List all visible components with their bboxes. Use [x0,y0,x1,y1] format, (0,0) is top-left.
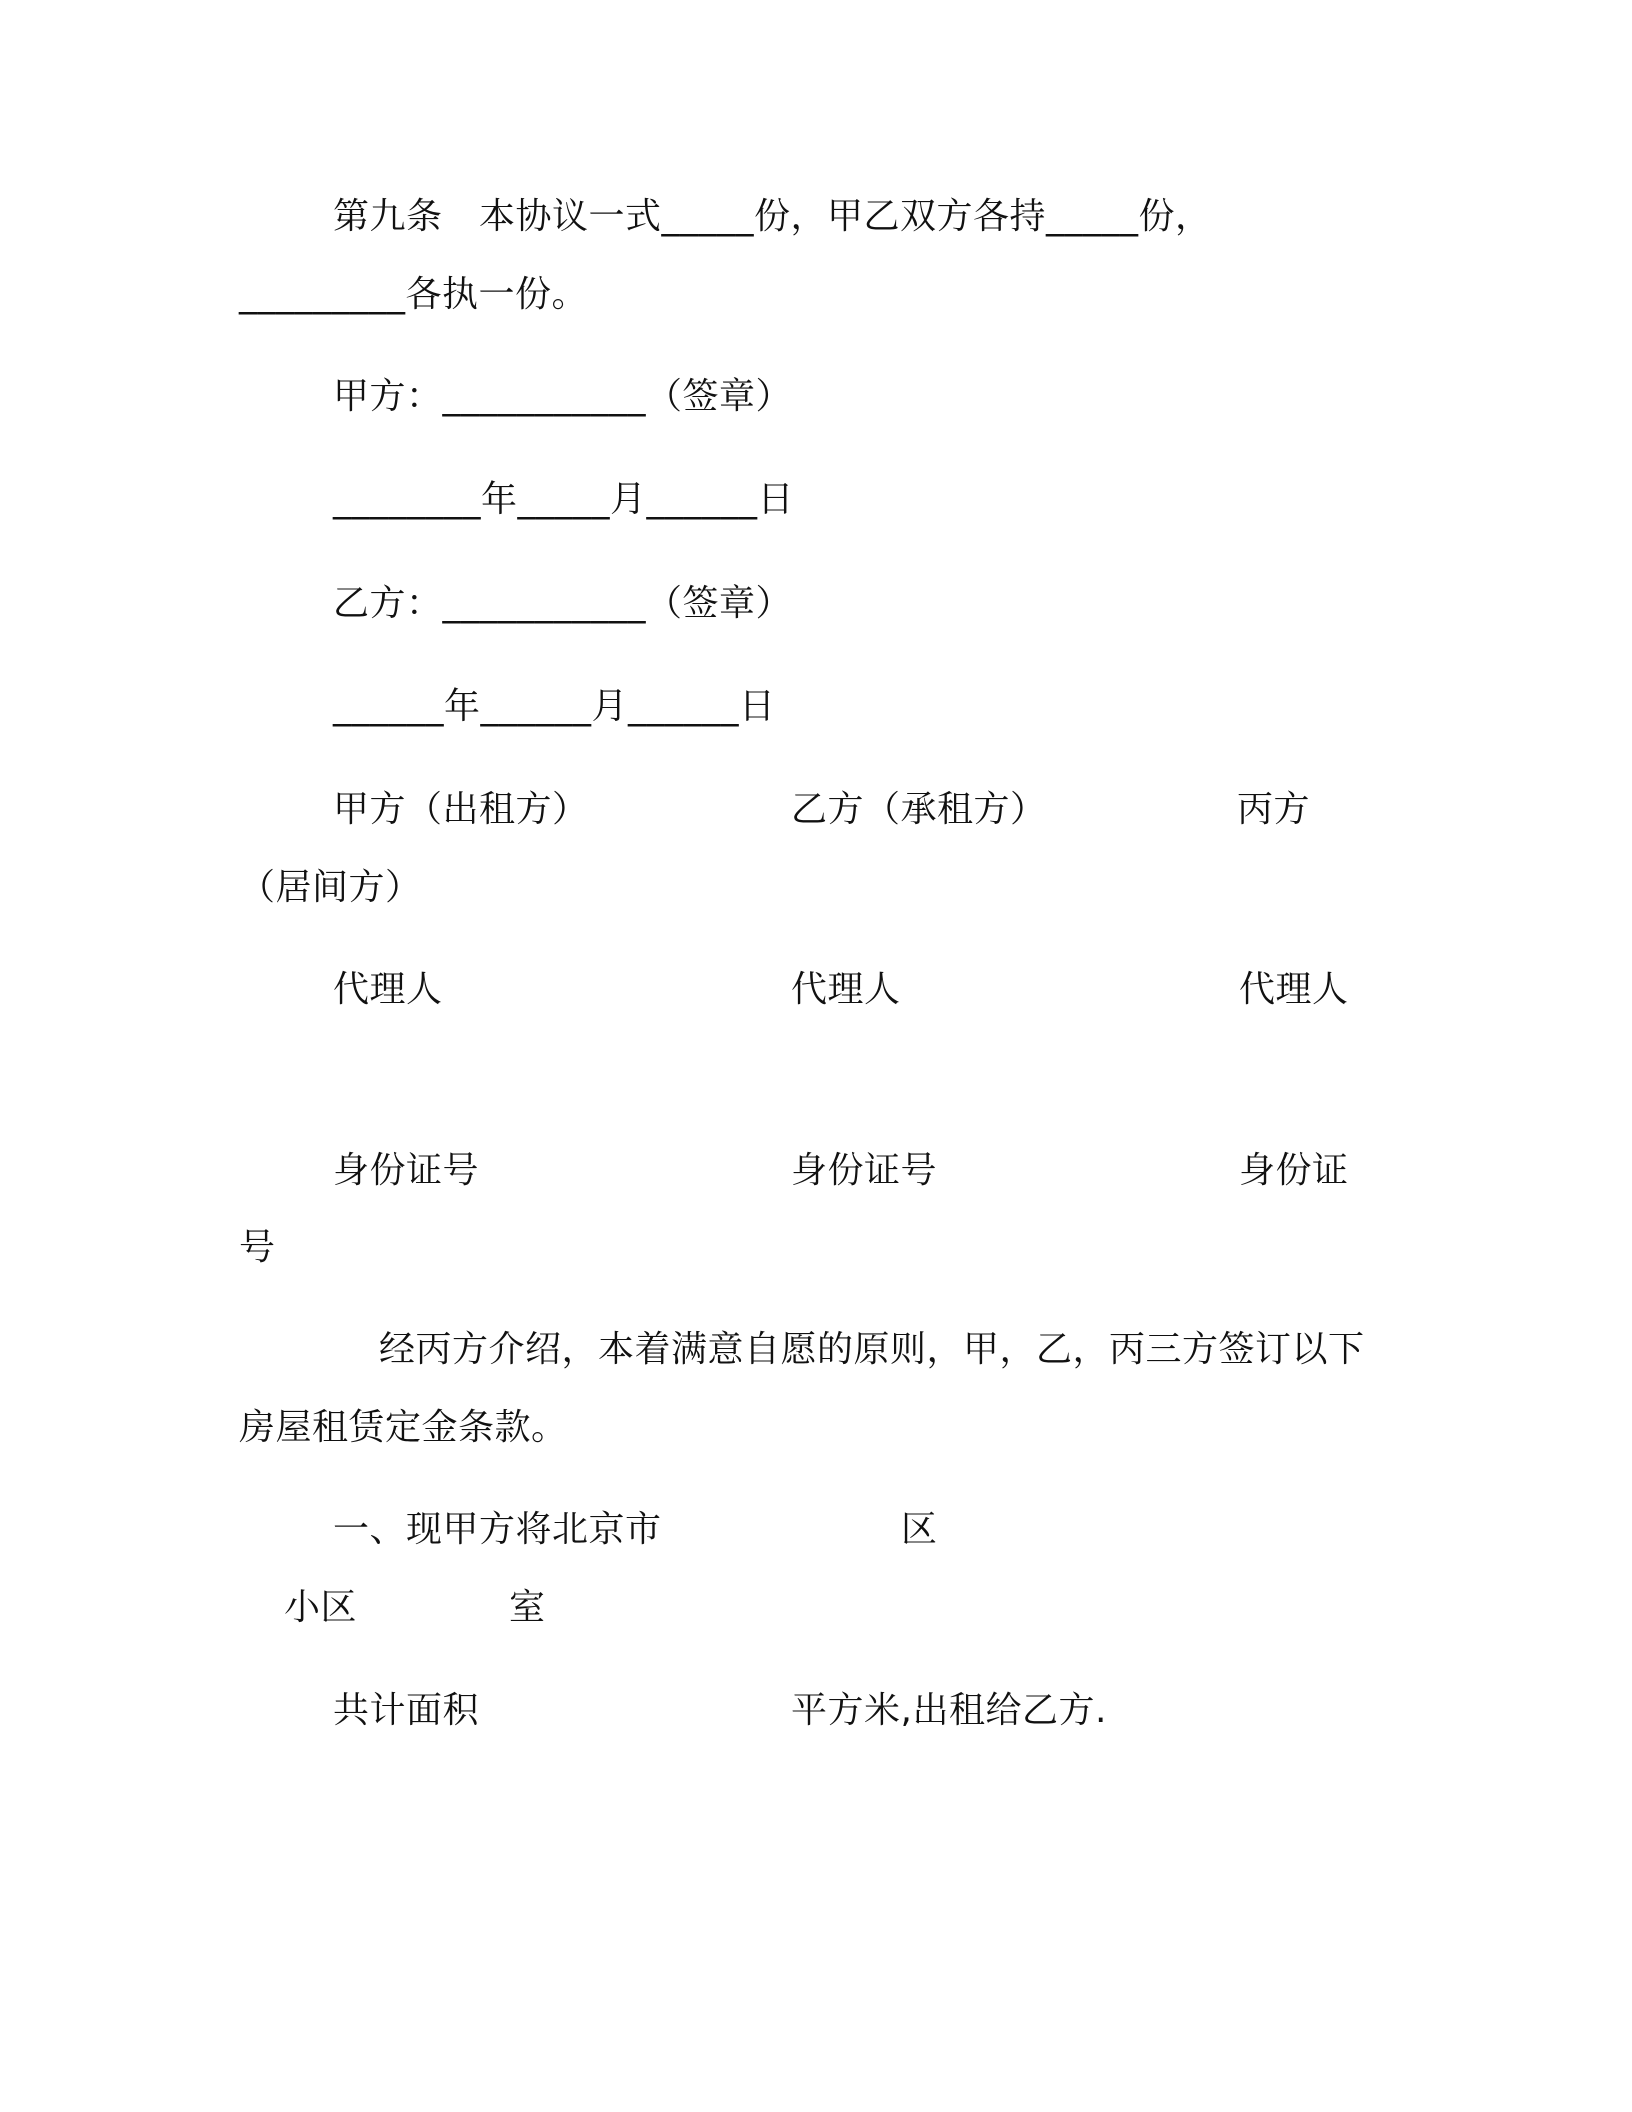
party-c-label: 丙方 [1237,789,1311,830]
clause1-community: 小区 [284,1587,358,1628]
area-suffix: 平方米,出租给乙方. [791,1690,1107,1731]
party-a-signature: 甲方：___________（签章） [333,376,793,417]
clause1-room: 室 [509,1587,546,1628]
article9-line2: _________各执一份。 [239,274,589,315]
party-c-broker-label: （居间方） [239,867,422,908]
party-b-signature: 乙方：___________（签章） [333,583,793,624]
party-c-agent-label: 代理人 [1239,969,1349,1010]
party-c-id-label: 身份证 [1239,1150,1349,1191]
party-a-agent-label: 代理人 [333,969,443,1010]
intro-paragraph-line2: 房屋租赁定金条款。 [239,1407,568,1448]
area-label: 共计面积 [333,1690,480,1731]
article9-line1: 第九条 本协议一式_____份，甲乙双方各持_____份， [333,196,1212,237]
party-a-id-label: 身份证号 [333,1150,480,1191]
clause1-city: 一、现甲方将北京市 [333,1509,662,1550]
party-b-agent-label: 代理人 [791,969,901,1010]
party-b-date: ______年______月______日 [333,686,776,727]
intro-paragraph-line1: 经丙方介绍，本着满意自愿的原则，甲，乙，丙三方签订以下 [379,1329,1365,1370]
party-b-lessee-label: 乙方（承租方） [791,789,1047,830]
clause1-district: 区 [901,1509,938,1550]
party-b-id-label: 身份证号 [791,1150,938,1191]
party-c-id-label-cont: 号 [239,1227,276,1268]
party-a-date: ________年_____月______日 [333,479,794,520]
party-a-lessor-label: 甲方（出租方） [333,789,589,830]
